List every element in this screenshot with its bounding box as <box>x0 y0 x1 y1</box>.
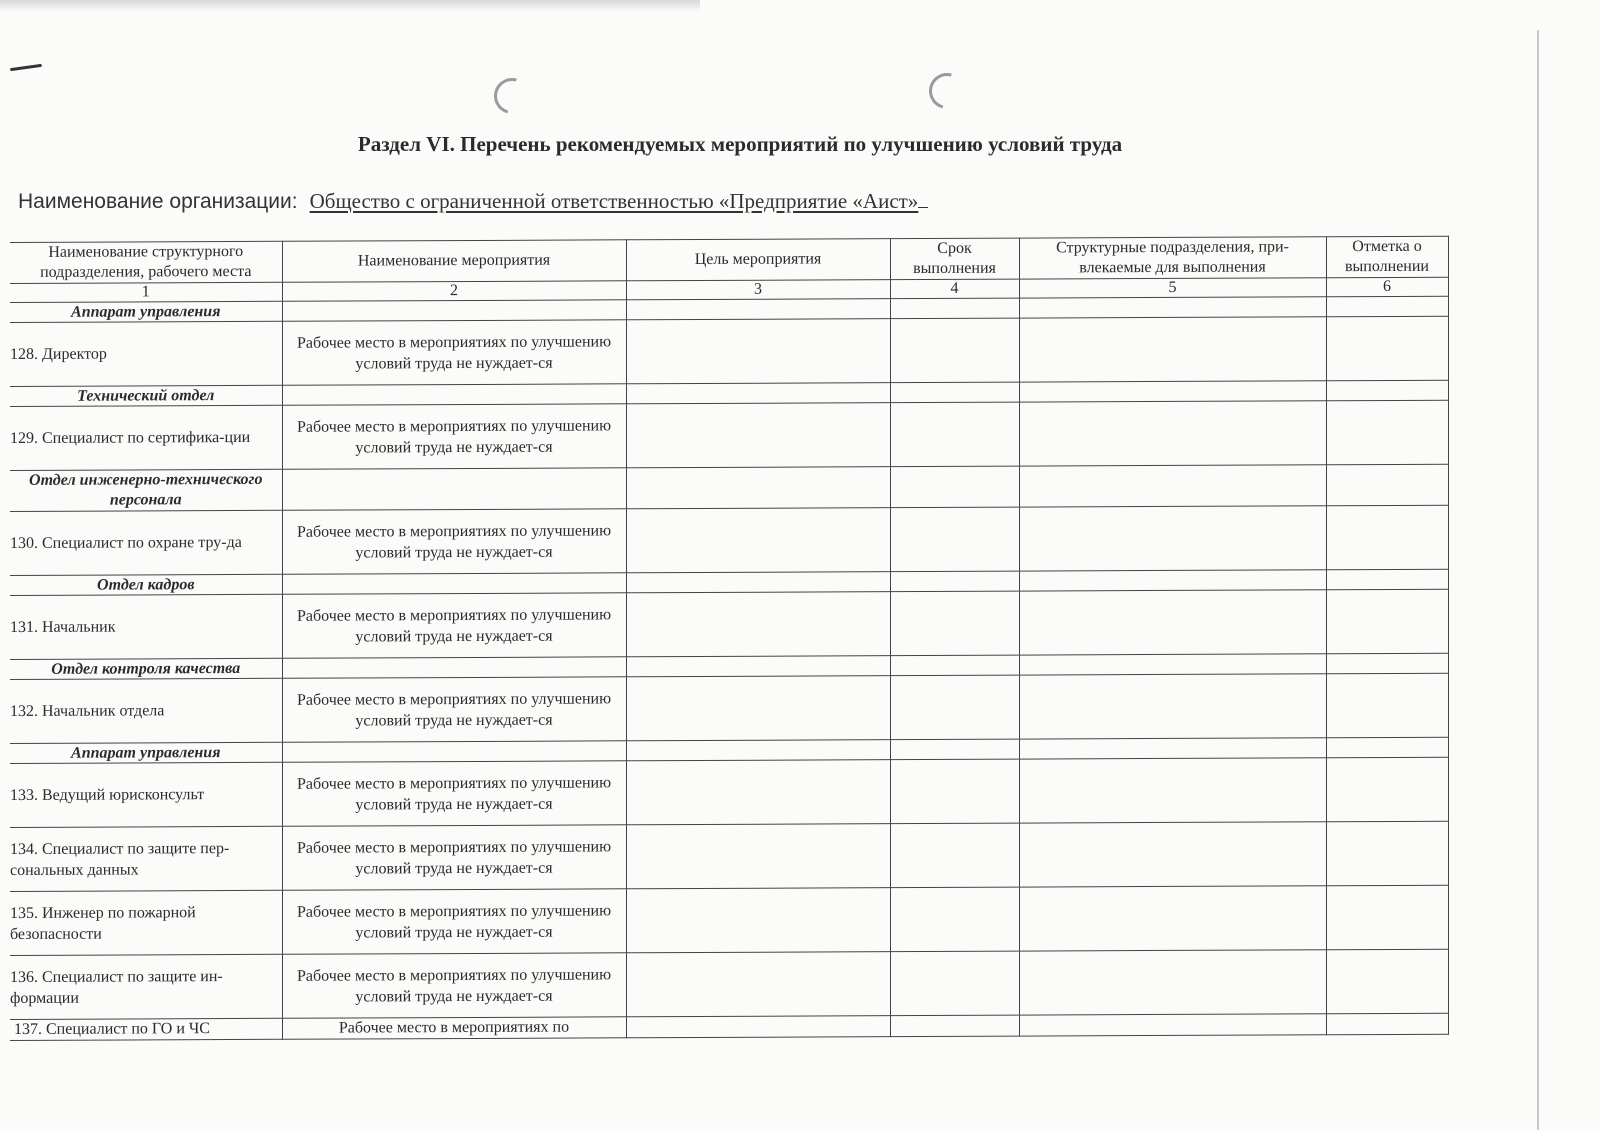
empty-cell <box>890 298 1019 319</box>
measure-name: Рабочее место в мероприятиях по улучшению условий труда не нуждает-ся <box>282 593 626 659</box>
empty-cell <box>282 657 626 679</box>
workplace-name: 137. Специалист по ГО и ЧС <box>10 1018 282 1040</box>
organization-line <box>18 189 928 214</box>
header-cell: Цель мероприятия <box>626 239 890 281</box>
measure-name: Рабочее место в мероприятиях по улучшению условий труда не нуждает-ся <box>282 509 626 575</box>
measure-name: Рабочее место в мероприятиях по улучшению условий труда не нуждает-ся <box>282 761 626 827</box>
measure-name: Рабочее место в мероприятиях по улучшению условий труда не нуждает-ся <box>282 677 626 743</box>
empty-cell <box>626 508 890 573</box>
page-title: Раздел VI. Перечень рекомендуемых мероприятий по улучшению условий труда <box>357 132 1123 156</box>
empty-cell <box>1019 590 1326 655</box>
empty-cell <box>626 467 890 509</box>
punch-hole-mark <box>922 66 971 115</box>
measure-name: Рабочее место в мероприятиях по <box>282 1017 626 1040</box>
empty-cell <box>1326 673 1448 738</box>
measures-table <box>10 236 1449 1041</box>
empty-cell <box>1019 1014 1326 1036</box>
empty-cell <box>1019 317 1326 382</box>
empty-cell <box>1019 950 1326 1015</box>
table-header-row <box>10 236 1448 283</box>
workplace-name: 135. Инженер по пожарной безопасности <box>10 890 282 955</box>
empty-cell <box>1019 886 1326 951</box>
empty-cell <box>626 403 890 468</box>
empty-cell <box>1019 822 1326 887</box>
table-row <box>10 885 1448 955</box>
empty-cell <box>1019 758 1326 823</box>
organization-label: Наименование организации: <box>18 190 298 213</box>
scan-top-shadow <box>0 0 700 12</box>
empty-cell <box>1326 380 1448 401</box>
empty-cell <box>890 951 1019 1016</box>
empty-cell <box>626 383 890 404</box>
column-number: 4 <box>890 279 1019 299</box>
empty-cell <box>890 739 1019 760</box>
empty-cell <box>890 318 1019 383</box>
empty-cell <box>890 887 1019 952</box>
header-cell: Структурные подразделения, при-влекаемые для выполнения <box>1019 237 1326 279</box>
empty-cell <box>1019 506 1326 571</box>
empty-cell <box>890 655 1019 676</box>
empty-cell <box>1326 400 1448 465</box>
organization-underline <box>918 207 928 208</box>
empty-cell <box>890 675 1019 740</box>
section-name: Отдел инженерно-технического персонала <box>10 469 282 511</box>
empty-cell <box>1326 569 1448 590</box>
empty-cell <box>626 299 890 320</box>
empty-cell <box>1326 949 1448 1014</box>
workplace-name: 130. Специалист по охране тру-да <box>10 510 282 575</box>
workplace-name: 131. Начальник <box>10 594 282 659</box>
table-row <box>10 316 1448 386</box>
empty-cell <box>626 740 890 761</box>
column-number: 3 <box>626 280 890 300</box>
column-number: 6 <box>1326 277 1448 297</box>
empty-cell <box>1326 653 1448 674</box>
column-number: 5 <box>1019 278 1326 298</box>
section-name: Технический отдел <box>10 385 282 406</box>
empty-cell <box>890 1015 1019 1037</box>
empty-cell <box>626 319 890 384</box>
measure-name: Рабочее место в мероприятиях по улучшению условий труда не нуждает-ся <box>282 404 626 470</box>
empty-cell <box>1326 316 1448 381</box>
empty-cell <box>890 823 1019 888</box>
empty-cell <box>1326 505 1448 570</box>
section-name: Аппарат управления <box>10 301 282 322</box>
section-name: Отдел кадров <box>10 574 282 595</box>
empty-cell <box>1326 296 1448 317</box>
empty-cell <box>626 824 890 889</box>
section-name: Отдел контроля качества <box>10 658 282 679</box>
measures-table-wrapper <box>10 236 1449 1041</box>
empty-cell <box>890 591 1019 656</box>
empty-cell <box>1326 821 1448 886</box>
pen-mark <box>10 64 42 71</box>
empty-cell <box>890 382 1019 403</box>
table-row <box>10 589 1448 659</box>
empty-cell <box>626 888 890 953</box>
workplace-name: 129. Специалист по сертифика-ции <box>10 405 282 470</box>
empty-cell <box>890 466 1019 508</box>
empty-cell <box>1019 401 1326 466</box>
empty-cell <box>1326 589 1448 654</box>
header-cell: Наименование мероприятия <box>282 240 626 283</box>
workplace-name: 132. Начальник отдела <box>10 678 282 743</box>
empty-cell <box>1019 738 1326 759</box>
empty-cell <box>1019 381 1326 402</box>
punch-hole-mark <box>487 71 536 120</box>
table-row <box>10 821 1448 891</box>
empty-cell <box>1019 465 1326 507</box>
header-cell: Срок выполнения <box>890 238 1019 280</box>
empty-cell <box>890 402 1019 467</box>
empty-cell <box>1326 464 1448 506</box>
workplace-name: 134. Специалист по защите пер-сональных данных <box>10 826 282 891</box>
workplace-name: 133. Ведущий юрисконсульт <box>10 762 282 827</box>
table-row <box>10 949 1448 1019</box>
organization-name: Общество с ограниченной ответственностью «Предприятие «Аист» <box>309 189 919 213</box>
workplace-name: 128. Директор <box>10 321 282 386</box>
empty-cell <box>626 656 890 677</box>
table-row <box>10 400 1448 470</box>
header-cell: Отметка о выполнении <box>1326 236 1448 278</box>
empty-cell <box>1326 737 1448 758</box>
empty-cell <box>890 507 1019 572</box>
table-row <box>10 505 1448 575</box>
empty-cell <box>626 592 890 657</box>
measure-name: Рабочее место в мероприятиях по улучшению условий труда не нуждает-ся <box>282 825 626 891</box>
empty-cell <box>282 300 626 322</box>
empty-cell <box>282 384 626 406</box>
empty-cell <box>282 573 626 595</box>
workplace-name: 136. Специалист по защите ин-формации <box>10 954 282 1019</box>
header-cell: Наименование структурного подразделения, рабочего места <box>10 241 282 283</box>
measure-name: Рабочее место в мероприятиях по улучшению условий труда не нуждает-ся <box>282 889 626 955</box>
scan-right-edge <box>1537 30 1539 1130</box>
table-row <box>10 673 1448 743</box>
empty-cell <box>626 952 890 1017</box>
section-name: Аппарат управления <box>10 742 282 763</box>
section-row <box>10 464 1448 511</box>
empty-cell <box>1019 654 1326 675</box>
empty-cell <box>1019 297 1326 318</box>
empty-cell <box>282 468 626 511</box>
empty-cell <box>1326 1013 1448 1035</box>
empty-cell <box>626 760 890 825</box>
empty-cell <box>1326 757 1448 822</box>
column-number: 1 <box>10 282 282 302</box>
empty-cell <box>1019 674 1326 739</box>
column-number: 2 <box>282 281 626 302</box>
empty-cell <box>282 741 626 763</box>
empty-cell <box>890 759 1019 824</box>
empty-cell <box>626 572 890 593</box>
measure-name: Рабочее место в мероприятиях по улучшению условий труда не нуждает-ся <box>282 953 626 1019</box>
measure-name: Рабочее место в мероприятиях по улучшению условий труда не нуждает-ся <box>282 320 626 386</box>
table-row <box>10 757 1448 827</box>
empty-cell <box>890 571 1019 592</box>
empty-cell <box>1326 885 1448 950</box>
table-body <box>10 296 1448 1040</box>
empty-cell <box>1019 570 1326 591</box>
empty-cell <box>626 1016 890 1038</box>
empty-cell <box>626 676 890 741</box>
